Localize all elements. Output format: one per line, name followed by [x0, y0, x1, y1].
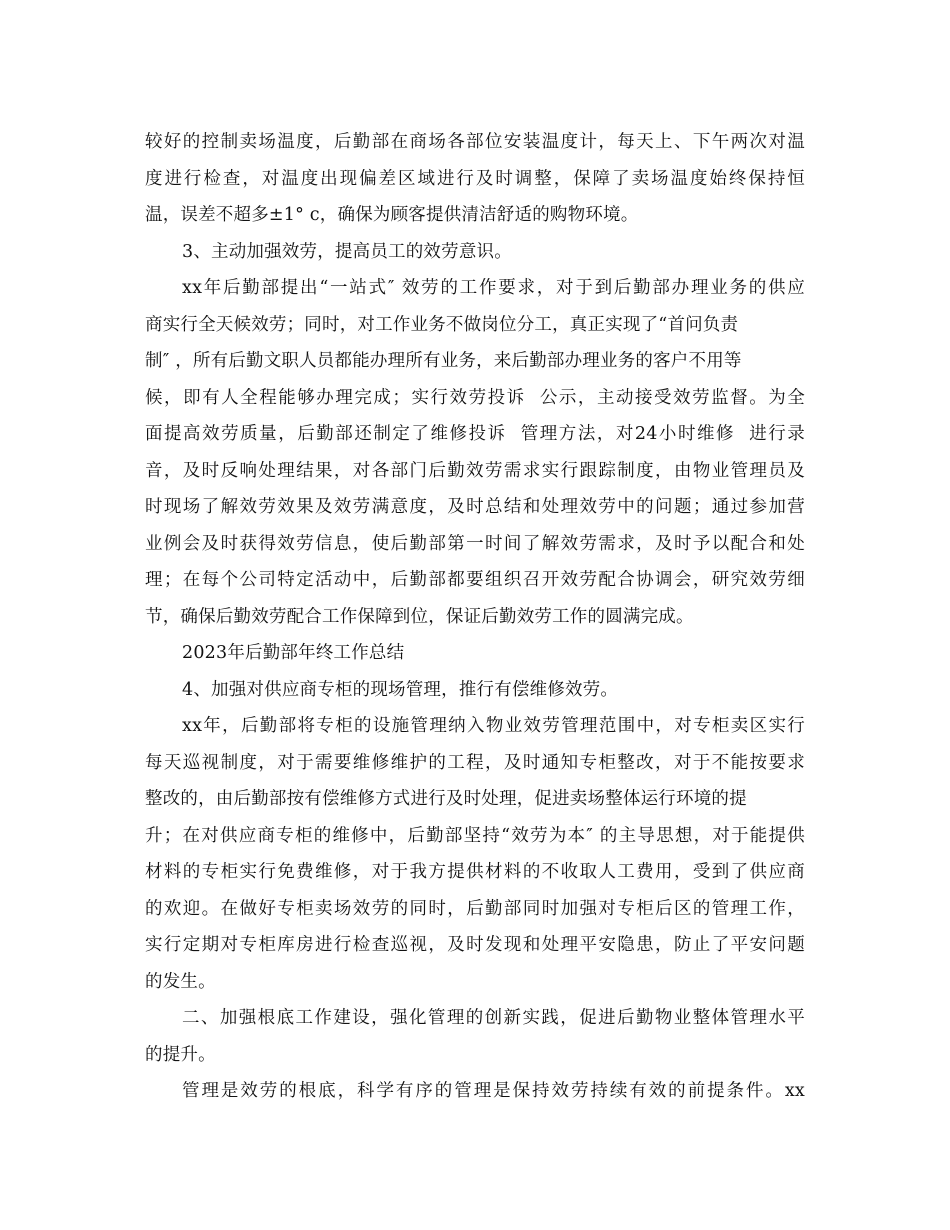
text-line: 每天巡视制度，对于需要维修维护的工程，及时通知专柜整改，对于不能按要求: [145, 752, 805, 773]
text-line: 候，即有人全程能够办理完成；实行效劳投诉 公示，主动接受效劳监督。为全: [145, 387, 805, 408]
text-line: 3、主动加强效劳，提高员工的效劳意识。: [182, 241, 512, 262]
text-line: 2023年后勤部年终工作总结: [182, 643, 405, 663]
text-line: 较好的控制卖场温度，后勤部在商场各部位安装温度计，每天上、下午两次对温: [145, 132, 805, 152]
text-line: xx年后勤部提出“一站式″ 效劳的工作要求，对于到后勤部办理业务的供应: [182, 278, 805, 298]
text-line: 度进行检查，对温度出现偏差区域进行及时调整，保障了卖场温度始终保持恒: [145, 168, 805, 189]
text-line: 面提高效劳质量，后勤部还制定了维修投诉 管理方法，对24小时维修 进行录: [145, 424, 805, 444]
text-line: 实行定期对专柜库房进行检查巡视，及时发现和处理平安隐患，防止了平安问题: [145, 935, 805, 955]
text-line: 商实行全天候效劳；同时，对工作业务不做岗位分工，真正实现了“首问负责: [145, 314, 739, 335]
text-line: 4、加强对供应商专柜的现场管理，推行有偿维修效劳。: [182, 679, 619, 700]
text-line: 管理是效劳的根底，科学有序的管理是保持效劳持续有效的前提条件。xx: [182, 1081, 805, 1101]
text-line: 业例会及时获得效劳信息，使后勤部第一时间了解效劳需求，及时予以配合和处: [145, 533, 805, 554]
text-line: 音，及时反响处理结果，对各部门后勤效劳需求实行跟踪制度，由物业管理员及: [145, 460, 805, 481]
text-line: 升；在对供应商专柜的维修中，后勤部坚持“效劳为本″ 的主导思想，对于能提供: [145, 825, 805, 846]
text-line: 整改的，由后勤部按有偿维修方式进行及时处理，促进卖场整体运行环境的提: [145, 789, 747, 809]
text-line: xx年，后勤部将专柜的设施管理纳入物业效劳管理范围中，对专柜卖区实行: [182, 716, 805, 736]
text-line: 理；在每个公司特定活动中，后勤部都要组织召开效劳配合协调会，研究效劳细: [145, 570, 805, 590]
text-line: 时现场了解效劳效果及效劳满意度，及时总结和处理效劳中的问题；通过参加营: [145, 497, 805, 517]
document-body: [145, 124, 805, 1110]
text-line: 材料的专柜实行免费维修，对于我方提供材料的不收取人工费用，受到了供应商: [145, 862, 805, 882]
text-line: 节，确保后勤效劳配合工作保障到位，保证后勤效劳工作的圆满完成。: [145, 606, 694, 627]
text-line: 温，误差不超多±1° c，确保为顾客提供清洁舒适的购物环境。: [145, 205, 639, 225]
text-line: 的提升。: [145, 1044, 216, 1065]
text-line: 的发生。: [145, 971, 216, 992]
text-line: 的欢迎。在做好专柜卖场效劳的同时，后勤部同时加强对专柜后区的管理工作，: [145, 898, 805, 919]
text-line: 二、加强根底工作建设，强化管理的创新实践，促进后勤物业整体管理水平: [182, 1008, 805, 1028]
text-line: 制″ ，所有后勤文职人员都能办理所有业务，来后勤部办理业务的客户不用等: [145, 351, 742, 371]
